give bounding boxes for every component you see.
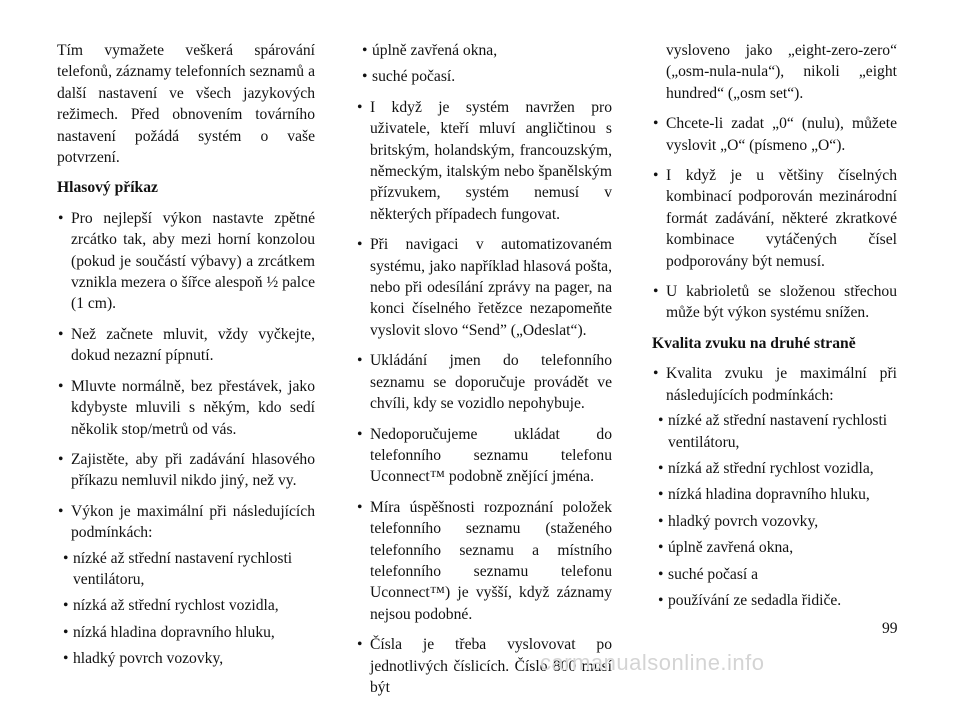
list-item: • Míra úspěšnosti rozpoznání položek telefonního seznamu (staženého telefonního seznamu a místního telefonního seznamu telefonu Uconnect™) je vyšší, když záznamy nejsou podobné. — [356, 497, 612, 625]
sublist-item: • hladký povrch vozovky, — [652, 511, 897, 532]
list-item: • I když je systém navržen pro uživatele, kteří mluví angličtinou s britským, holandským, francouzským, německým, italským nebo španělským přízvukem, systém nemusí v některých případech fungovat. — [356, 97, 612, 225]
list-item: • Kvalita zvuku je maximální při následujících podmínkách: — [652, 363, 897, 406]
list-item-text: Výkon je maximální při následujících podmínkách: — [71, 502, 315, 542]
sublist-item: • suché počasí. — [356, 66, 612, 87]
site-watermark: carmanualsonline.info — [540, 650, 765, 675]
list-item: • Nedoporučujeme ukládat do telefonního seznamu telefonu Uconnect™ podobně znějící jména. — [356, 424, 612, 488]
voice-command-list — [57, 208, 315, 544]
list-item: • Při navigaci v automatizovaném systému, jako například hlasová pošta, nebo při odesílání zprávy na pager, na konci číselného řetězce nezapomeňte vyslovit slovo “Send” („Odeslat“). — [356, 234, 612, 341]
sound-quality-heading: Kvalita zvuku na druhé straně — [652, 334, 856, 352]
list-item: • Mluvte normálně, bez přestávek, jako kdybyste mluvili s někým, kdo sedí několik stop/metrů od vás. — [57, 376, 315, 440]
sublist-item: • suché počasí a — [652, 564, 897, 585]
list-item: • Čísla je třeba vyslovovat po jednotlivých číslicích. Číslo 800 musí být — [356, 634, 612, 698]
page-number: 99 — [882, 620, 898, 637]
middle-column — [356, 40, 612, 707]
sublist-item: • hladký povrch vozovky, — [57, 648, 315, 669]
list-item: • Chcete-li zadat „0“ (nulu), můžete vyslovit „O“ (písmeno „O“). — [652, 113, 897, 156]
sublist-item: • úplně zavřená okna, — [652, 537, 897, 558]
sound-conditions-sublist — [652, 410, 897, 611]
sublist-item: • nízká hladina dopravního hluku, — [57, 622, 315, 643]
list-item: • Než začnete mluvit, vždy vyčkejte, dokud nezazní pípnutí. — [57, 324, 315, 367]
sublist-item: • nízká až střední rychlost vozidla, — [652, 458, 897, 479]
sublist-item: • úplně zavřená okna, — [356, 40, 612, 61]
list-item — [57, 501, 315, 544]
intro-paragraph: Tím vymažete veškerá spárování telefonů, záznamy telefonních seznamů a další nastavení ve všech jazykových režimech. Před obnovením továrního nastavení požádá systém o vaše potvrzení. — [57, 42, 315, 167]
voice-command-list-continued — [356, 97, 612, 699]
voice-command-heading: Hlasový příkaz — [57, 179, 158, 197]
list-item: • Pro nejlepší výkon nastavte zpětné zrcátko tak, aby mezi horní konzolou (pokud je součástí výbavy) a zrcátkem vznikla mezera o šířce alespoň ½ palce (1 cm). — [57, 208, 315, 315]
sublist-item: • nízká až střední rychlost vozidla, — [57, 595, 315, 616]
sublist-item: • nízké až střední nastavení rychlosti ventilátoru, — [57, 548, 315, 591]
voice-command-list-end — [652, 40, 897, 324]
sound-quality-list — [652, 363, 897, 406]
left-column — [57, 40, 315, 675]
list-item: • Zajistěte, aby při zadávání hlasového příkazu nemluvil nikdo jiný, než vy. — [57, 449, 315, 492]
list-item: • I když je u většiny číselných kombinací podporován mezinárodní formát zadávání, některé zkratkové kombinace vytáčených čísel podporovány být nemusí. — [652, 165, 897, 272]
sublist-item: • používání ze sedadla řidiče. — [652, 590, 897, 611]
right-column — [652, 40, 897, 616]
list-item: • Ukládání jmen do telefonního seznamu se doporučuje provádět ve chvíli, kdy se vozidlo nepohybuje. — [356, 350, 612, 414]
list-item: • U kabrioletů se složenou střechou může být výkon systému snížen. — [652, 281, 897, 324]
list-item-continuation: vysloveno jako „eight-zero-zero“ („osm-nula-nula“), nikoli „eight hundred“ („osm set“). — [666, 42, 897, 102]
sublist-item: • nízké až střední nastavení rychlosti ventilátoru, — [652, 410, 897, 453]
conditions-sublist-continued — [356, 40, 612, 88]
conditions-sublist — [57, 548, 315, 670]
sublist-item: • nízká hladina dopravního hluku, — [652, 484, 897, 505]
